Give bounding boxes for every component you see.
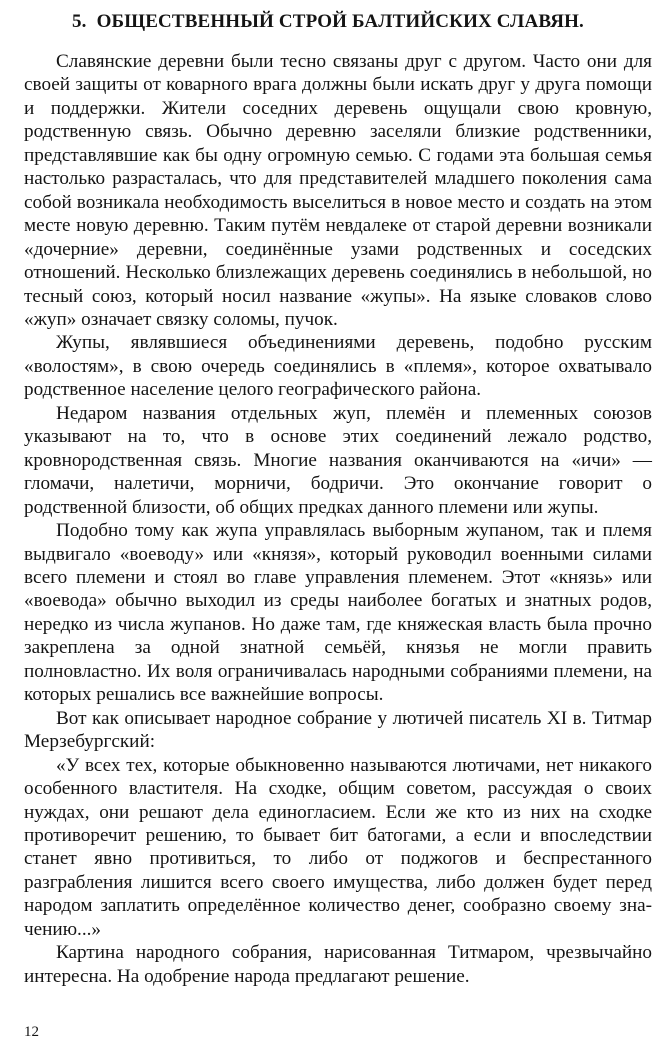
paragraph: Подобно тому как жупа управлялась выборным жупаном, так и племя выдвигало «воеводу» или «князя», который руководил военными силами всего племени и стоял во главе управления племенем. Этот «князь» или «воевода» обычно выходил из среды наиболее богатых и знатных родов, нередко из числа жупанов. Но даже там, где княжеская власть была прочно закреплена за одной знатной семьёй, князья не могли править полновластно. Их воля ограничивалась народными собраниями племени, на которых решались все важнейшие вопросы. (24, 520, 652, 706)
paragraph: Вот как описывает народное собрание у лютичей писатель XI в. Титмар Мерзебургский: (24, 707, 652, 753)
paragraph: Картина народного собрания, нарисованная Титмаром, чрезвычайно интересна. На одобрение народа предлагают решение. (24, 942, 652, 987)
section-heading (72, 11, 642, 33)
section-number: 5. (72, 11, 87, 32)
paragraph: Недаром названия отдельных жуп, племён и племенных союзов указывают на то, что в основе этих соединений лежало родство, кровнородственная связь. Многие названия оканчиваются на «ичи» — гломачи, налетичи, морничи, бодричи. Это окончание говорит о родственной близости, об общих предках данного племени или жупы. (24, 402, 652, 518)
paragraph: Славянские деревни были тесно связаны друг с другом. Часто они для своей защиты от коварного врага должны были искать друг у друга помощи и поддержки. Жители соседних деревень ощущали свою кровную, родственную связь. Обычно деревню заселяли близкие родственники, представлявшие как бы одну огромную семью. С годами эта большая семья настолько разрасталась, что для представителей младшего поколения сама собой возникала необходимость выселиться в новое место и создать на этом месте новую деревню. Таким путём невдалеке от старой деревни возникали «дочерние» деревни, соединённые узами родственных и соседских отношений. Несколько близлежащих деревень соединялись в небольшой, но тесный союз, который носил название «жупы». На языке словаков слово «жуп» означает связку соломы, пучок. (24, 51, 652, 330)
quote-paragraph: «У всех тех, которые обыкновенно называются лютичами, нет никакого особенного властителя. На сходке, общим советом, рассуждая о своих нуждах, они решают дела единогласием. Если же кто из них на сходке противоречит решению, то бывает бит батогами, а если и впоследствии станет явно противиться, то либо от поджогов и беспрестанного разграбления лишится всего своего имущества, либо должен будет перед народом заплатить определённое количество денег, сообразно своему значению...» (24, 754, 652, 940)
page-number: 12 (24, 1024, 39, 1040)
section-title: ОБЩЕСТВЕННЫЙ СТРОЙ БАЛТИЙСКИХ СЛАВЯН. (96, 11, 584, 32)
paragraph: Жупы, являвшиеся объединениями деревень, подобно русским «волостям», в свою очередь соединялись в «племя», которое охватывало родственное население целого географического района. (24, 332, 652, 401)
body-text (24, 50, 652, 988)
